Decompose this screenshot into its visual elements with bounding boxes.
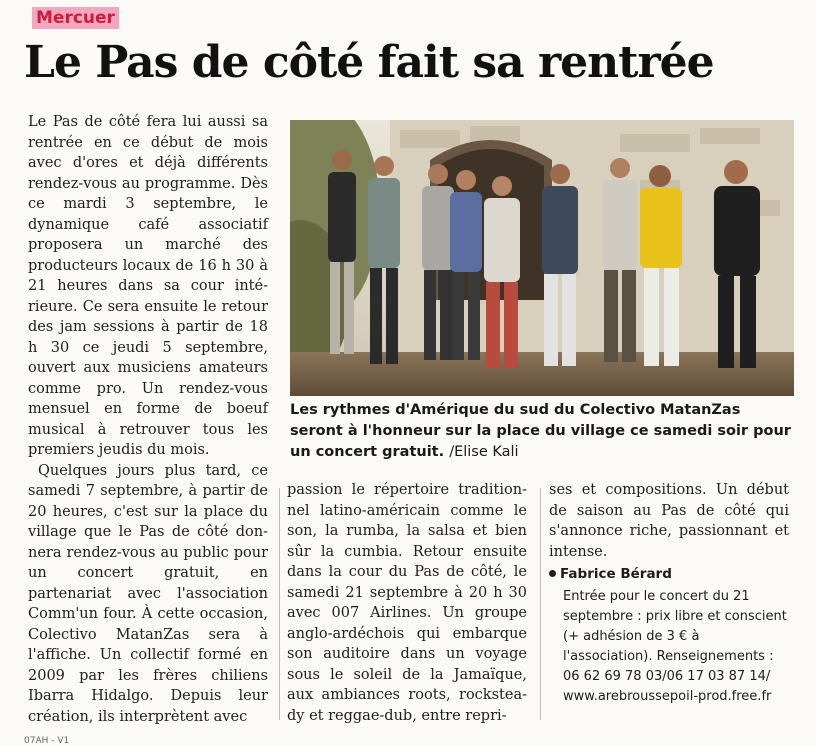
body-paragraph: passion le répertoire traditionnel latino-américain comme le son, la rumba, la salsa et bien sûr la cumbia. Retour ensuite dans la cour du Pas de côté, le samedi 21 septembre à 20 h 30 avec 007 Airlines. Un groupe anglo-ardéchois qui embarque son auditoire dans un voyage sous le soleil de la Jamaïque, aux ambiances roots, rocksteаdy et reggae-dub, entre repri- xyxy=(287,482,527,724)
author-name: Fabrice Bérard xyxy=(560,566,672,582)
body-paragraph: Le Pas de côté fera lui aussi sa rentrée en ce début de mois avec d'ores et déjà différents rendez-vous au programme. Dès ce mardi 3 septembre, le dynamique café associatif proposera un marché des producteurs locaux de 16 h 30 à 21 heures dans sa cour intérieure. Ce sera ensuite le retour des jam sessions à partir de 18 h 30 ce jeudi 5 septembre, ouvert aux musiciens amateurs comme pro. Un rendez-vous mensuel en forme de boeuf musical à retrouver tous les premiers jeudis du mois. xyxy=(28,114,268,458)
column-divider xyxy=(540,488,541,720)
event-info-text: Entrée pour le concert du 21 septembre : prix libre et conscient (+ adhésion de 3 € à l'association). Renseignements : 06 62 69 78 03/06 17 03 87 14/ www.arebroussepoil-prod.free.fr xyxy=(563,588,787,704)
article-column-3 xyxy=(549,480,789,707)
band-photo xyxy=(290,120,794,396)
page-footer-code: 07AH - V1 xyxy=(24,736,70,746)
body-paragraph: Quelques jours plus tard, ce samedi 7 septembre, à partir de 20 heures, c'est sur la place du village que le Pas de côté donnera rendez-vous au public pour un concert gratuit, en partenariat avec l'association Comm'un four. À cette occasion, Colectivo MatanZas sera à l'affiche. Un collectif formé en 2009 par les frères chiliens Ibarra Hidalgo. Depuis leur création, ils interprètent avec xyxy=(28,462,268,725)
article-column-1 xyxy=(28,112,268,727)
caption-text: Les rythmes d'Amérique du sud du Colectivo MatanZas seront à l'honneur sur la place du village ce samedi soir pour un concert gratuit. xyxy=(290,402,791,460)
band-photo-image xyxy=(290,120,794,396)
section-kicker: Mercuer xyxy=(32,7,119,29)
body-paragraph: ses et compositions. Un début de saison au Pas de côté qui s'annonce riche, passionnant et intense. xyxy=(549,482,789,560)
author-byline xyxy=(549,564,789,585)
article-column-2 xyxy=(287,480,527,726)
article-headline: Le Pas de côté fait sa rentrée xyxy=(24,37,714,88)
column-divider xyxy=(279,488,280,720)
event-info-box xyxy=(563,587,789,707)
photo-credit: /Elise Kali xyxy=(449,444,519,460)
bullet-icon xyxy=(549,570,556,577)
photo-caption xyxy=(290,400,794,463)
